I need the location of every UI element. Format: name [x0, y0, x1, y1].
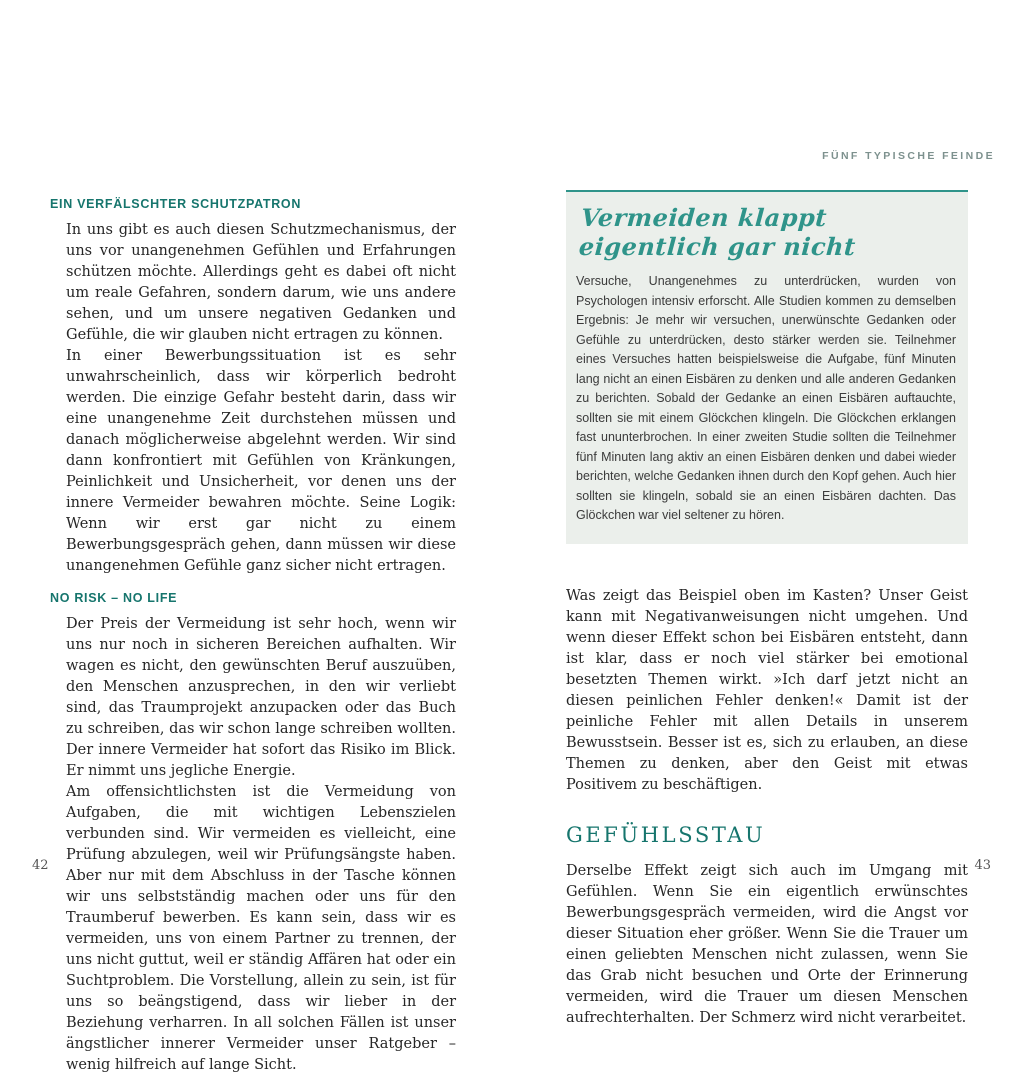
- paragraph: Am offensichtlichsten ist die Vermeidung von Aufgaben, die mit wichtigen Lebenszielen verbunden sind. Wir vermeiden es vielleicht, eine Prüfung abzulegen, weil wir Prüfungsängste haben. Aber nur mit dem Abschluss in der Tasche können wir uns selbstständig machen oder uns für den Traumberuf bewerben. Es kann sein, dass wir es vermeiden, uns von einem Partner zu trennen, der uns nicht guttut, weil er ständig Affären hat oder ein Suchtproblem. Die Vorstellung, allein zu sein, ist für uns so beängstigend, dass wir lieber in der Beziehung verharren. In all solchen Fällen ist unser ängstlicher innerer Vermeider unser Ratgeber – wenig hilfreich auf lange Sicht.: [66, 784, 456, 1073]
- section-heading-no-risk: NO RISK – NO LIFE: [50, 591, 178, 605]
- info-box: [566, 190, 968, 544]
- chapter-heading-gefuehlsstau: GEFÜHLSSTAU: [566, 822, 766, 847]
- page-number-right: 43: [974, 858, 991, 873]
- section-body-schutzpatron: [50, 220, 456, 577]
- chapter-body-gefuehlsstau: Derselbe Effekt zeigt sich auch im Umgang mit Gefühlen. Wenn Sie ein eigentlich erwünschtes Bewerbungsgespräch vermeiden, wird die Angst vor dieser Situation eher größer. Wenn Sie die Trauer um einen geliebten Menschen nicht zulassen, wenn Sie das Grab nicht besuchen und Orte der Erinnerung vermeiden, wird die Trauer um diesen Menschen aufrechterhalten. Der Schmerz wird nicht verarbeitet.: [566, 862, 968, 1026]
- page-number-left: 42: [32, 858, 49, 873]
- section-heading-schutzpatron: EIN VERFÄLSCHTER SCHUTZPATRON: [50, 197, 302, 211]
- paragraph: In einer Bewerbungssituation ist es sehr unwahrscheinlich, dass wir körperlich bedroht werden. Die einzige Gefahr besteht darin, dass wir eine unangenehme Zeit durchstehen müssen und danach möglicherweise abgelehnt werden. Wir sind dann konfrontiert mit Gefühlen von Kränkungen, Peinlichkeit und Unsicherheit, vor denen uns der innere Vermeider bewahren möchte. Seine Logik: Wenn wir erst gar nicht zu einem Bewerbungsgespräch gehen, dann müssen wir diese unangenehmen Gefühle ganz sicher nicht ertragen.: [66, 348, 456, 574]
- info-box-text: Versuche, Unangenehmes zu unterdrücken, wurden von Psychologen intensiv erforscht. Alle Studien kommen zu demselben Ergebnis: Je mehr wir versuchen, unerwünschte Gedanken oder Gefühle zu unterdrücken, desto stärker werden sie. Teilnehmer eines Versuches hatten beispielsweise die Aufgabe, fünf Minuten lang nicht an einen Eisbären zu denken und alle anderen Gedanken zu berichten. Sobald der Gedanke an einen Eisbären auftauchte, sollten sie mit einem Glöckchen klingeln. Die Glöckchen erklangen fast ununterbrochen. In einer zweiten Studie sollten die Teilnehmer fünf Minuten lang aktiv an einen Eisbären denken und dabei wieder berichten, welche Gedanken ihnen durch den Kopf gehen. Auch hier sollten sie klingeln, sobald sie an einen Eisbären dachten. Das Glöckchen war viel seltener zu hören.: [576, 274, 956, 522]
- info-box-title: Vermeiden klappt eigentlich gar nicht: [578, 203, 857, 261]
- paragraph-after-box: Was zeigt das Beispiel oben im Kasten? Unser Geist kann mit Negativanweisungen nicht umgehen. Und wenn dieser Effekt schon bei Eisbären entsteht, dann ist klar, dass er noch viel stärker bei emotional besetzten Themen wirkt. »Ich darf jetzt nicht an diesen peinlichen Fehler denken!« Damit ist der peinliche Fehler mit allen Details in unserem Bewusstsein. Besser ist es, sich zu erlauben, an diese Themen zu denken, aber den Geist mit etwas Positivem zu beschäftigen.: [566, 587, 968, 793]
- running-header: FÜNF TYPISCHE FEINDE: [822, 150, 995, 162]
- paragraph: In uns gibt es auch diesen Schutzmechanismus, der uns vor unangenehmen Gefühlen und Erfahrungen schützen möchte. Allerdings geht es dabei oft nicht um reale Gefahren, sondern darum, wie uns andere sehen, und um unsere negativen Gedanken und Gefühle, die wir glauben nicht ertragen zu können.: [66, 222, 456, 343]
- section-body-no-risk: [50, 614, 456, 1076]
- right-page: [566, 190, 968, 1029]
- left-page: [50, 197, 456, 1076]
- paragraph: Der Preis der Vermeidung ist sehr hoch, wenn wir uns nur noch in sicheren Bereichen aufhalten. Wir wagen es nicht, den gewünschten Beruf auszuüben, den Menschen anzusprechen, in den wir verliebt sind, das Traumprojekt anzupacken oder das Buch zu schreiben, das wir schon lange schreiben wollten. Der innere Vermeider hat sofort das Risiko im Blick. Er nimmt uns jegliche Energie.: [66, 616, 456, 779]
